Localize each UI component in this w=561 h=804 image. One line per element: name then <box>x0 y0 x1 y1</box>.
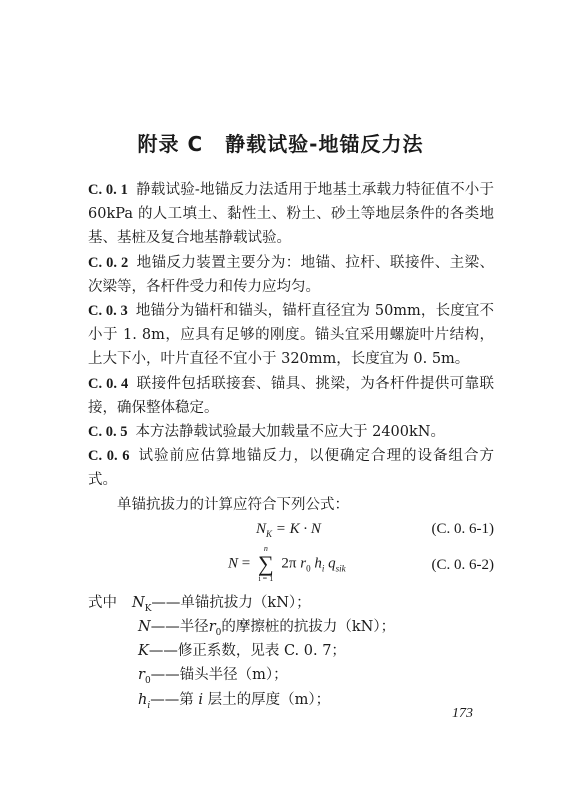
appendix-title-text: 静载试验-地锚反力法 <box>225 132 424 156</box>
definition-row: $h_i——$第 i 层土的厚度（m）； <box>138 691 331 711</box>
clause-c06 <box>88 444 494 492</box>
clause-number: C. 0. 6 <box>88 448 130 465</box>
clause-number: C. 0. 5 <box>88 424 128 441</box>
clause-c02 <box>88 251 494 299</box>
definition-row: N——半径$r_0$的摩擦桩的抗拔力（kN）； <box>138 619 396 638</box>
definition-row: $r_0——$锚头半径（m）； <box>138 667 288 687</box>
formula-expression: N = n ∑ i = 1 2π $r_0$ $h_i$ $q_{sik}$ <box>228 543 346 583</box>
clause-c04 <box>88 372 494 420</box>
formula-c061 <box>88 517 494 543</box>
summation-symbol: n ∑ i = 1 <box>257 543 274 583</box>
clause-text: 地锚反力装置主要分为：地锚、拉杆、联接件、主梁、次梁等，各杆件受力和传力应均匀。 <box>88 254 494 295</box>
clause-text: 静载试验-地锚反力法适用于地基土承载力特征值不小于60kPa 的人工填土、黏性土、粉土、砂土等地层条件的各类地基、基桩及复合地基静载试验。 <box>88 182 494 247</box>
clause-number: C. 0. 4 <box>88 375 129 392</box>
appendix-title <box>0 128 561 157</box>
formula-intro: 单锚抗拔力的计算应符合下列公式： <box>117 496 349 513</box>
clause-number: C. 0. 2 <box>88 254 129 271</box>
clause-text: 试验前应估算地锚反力，以便确定合理的设备组合方式。 <box>88 448 494 489</box>
clause-number: C. 0. 3 <box>88 303 128 320</box>
symbol-definitions <box>88 591 494 712</box>
clause-c01 <box>88 178 494 251</box>
appendix-body <box>88 178 494 712</box>
definition-row: 式中 $N_K——$单锚抗拔力（kN）； <box>88 591 494 615</box>
appendix-label: 附录 C <box>137 132 204 156</box>
equation-number: (C. 0. 6-2) <box>431 556 494 573</box>
equation-number: (C. 0. 6-1) <box>431 520 494 537</box>
clause-number: C. 0. 1 <box>88 182 128 198</box>
clause-text: 联接件包括联接套、锚具、挑梁，为各杆件提供可靠联接，确保整体稳定。 <box>88 375 494 416</box>
clause-text: 本方法静载试验最大加载量不应大于 2400kN。 <box>135 424 445 441</box>
formula-c062 <box>88 543 494 589</box>
definition-row: K——修正系数，见表 C. 0. 7； <box>138 643 346 660</box>
where-label: 式中 <box>88 594 117 611</box>
formula-expression: $N_K = K \cdot N$ <box>256 520 321 539</box>
page-number: 173 <box>452 706 473 721</box>
clause-c03 <box>88 299 494 372</box>
clause-c05 <box>88 420 494 444</box>
clause-text: 地锚分为锚杆和锚头，锚杆直径宜为 50mm，长度宜不小于 1. 8m，应具有足够的刚度。锚头宜采用螺旋叶片结构，上大下小，叶片直径不宜小于 320mm，长度宜为 0. 5m。 <box>88 303 494 368</box>
